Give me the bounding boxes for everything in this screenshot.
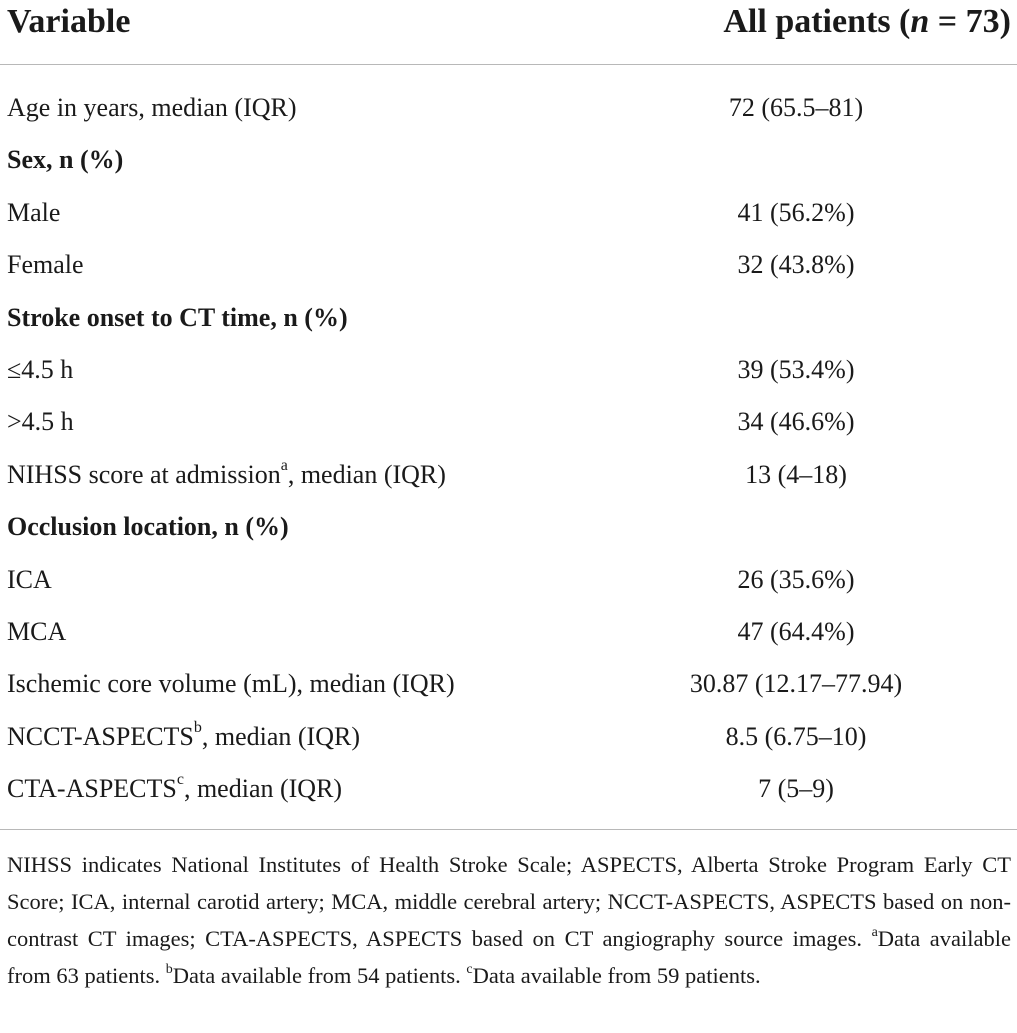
row-label-text: Female xyxy=(7,250,84,280)
footnote-note-c: Data available from 59 patients. xyxy=(472,963,761,988)
column-header-all-patients xyxy=(723,0,1011,44)
row-label-text: ≤4.5 h xyxy=(7,354,74,384)
table-row xyxy=(0,292,1017,344)
table-row xyxy=(0,658,1017,710)
row-label-text: Male xyxy=(7,197,61,227)
column-header-all-patients-prefix: All patients ( xyxy=(723,3,911,40)
footnote-note-b: Data available from 54 patients. xyxy=(172,963,467,988)
footer-divider xyxy=(0,829,1017,830)
row-value: 26 (35.6%) xyxy=(737,564,855,594)
header-divider xyxy=(0,64,1017,65)
row-label-text: NIHSS score at admission xyxy=(7,459,281,489)
section-heading xyxy=(7,501,289,553)
row-label xyxy=(7,554,52,606)
row-label xyxy=(7,711,360,763)
footnote-marker-a: a xyxy=(871,924,878,940)
table-row xyxy=(0,396,1017,448)
row-label-suffix: , median (IQR) xyxy=(201,721,360,751)
table-row xyxy=(0,344,1017,396)
column-header-variable: Variable xyxy=(7,3,131,40)
row-value: 8.5 (6.75–10) xyxy=(725,721,867,751)
row-label-text: >4.5 h xyxy=(7,407,74,437)
row-label xyxy=(7,396,74,448)
row-label-suffix: , median (IQR) xyxy=(287,459,446,489)
table-row xyxy=(0,187,1017,239)
row-label-text: Occlusion location, n (%) xyxy=(7,512,289,542)
row-label xyxy=(7,239,84,291)
row-label xyxy=(7,606,66,658)
column-header-n-symbol: n xyxy=(910,3,930,40)
row-label-text: MCA xyxy=(7,616,67,646)
row-value: 30.87 (12.17–77.94) xyxy=(689,669,903,699)
row-label xyxy=(7,449,446,501)
footnote-text: NIHSS indicates National Institutes of Health Stroke Scale; ASPECTS, Alberta Stroke Program Early CT Score; ICA, internal carotid artery; MCA, middle cerebral artery; NCCT-ASPECTS, ASPECTS based on non-contrast CT images; CTA-ASPECTS, ASPECTS based on CT angiography source images. xyxy=(7,852,1011,951)
table-row xyxy=(0,554,1017,606)
row-value: 39 (53.4%) xyxy=(737,354,855,384)
table-row xyxy=(0,82,1017,134)
footnote-marker-c: c xyxy=(466,961,473,977)
row-label-text: NCCT-ASPECTS xyxy=(7,721,194,751)
row-label xyxy=(7,344,73,396)
table-row xyxy=(0,606,1017,658)
row-label-suffix: , median (IQR) xyxy=(183,774,343,804)
column-header-all-patients-suffix: = 73) xyxy=(929,3,1011,40)
table-row xyxy=(0,239,1017,291)
footnote-marker: c xyxy=(176,771,184,789)
row-label-text: ICA xyxy=(7,564,52,594)
table-row xyxy=(0,449,1017,501)
row-value: 41 (56.2%) xyxy=(737,197,855,227)
row-value: 7 (5–9) xyxy=(758,774,834,804)
row-label-text: Sex, n (%) xyxy=(7,145,124,175)
row-label-text: CTA-ASPECTS xyxy=(7,774,177,804)
row-value: 13 (4–18) xyxy=(745,459,847,489)
table-header xyxy=(0,0,1017,46)
row-label xyxy=(7,82,297,134)
table-row xyxy=(0,763,1017,815)
footnote-marker: a xyxy=(280,457,288,475)
row-label-text: Ischemic core volume (mL), median (IQR) xyxy=(7,669,455,699)
row-label-text: Age in years, median (IQR) xyxy=(7,93,297,122)
row-label xyxy=(7,658,455,710)
table-row xyxy=(0,134,1017,186)
footnote-note-a: Data available from 63 patients. xyxy=(7,926,1011,988)
row-label xyxy=(7,187,60,239)
table-row xyxy=(0,501,1017,553)
table-footnote xyxy=(7,846,1011,994)
section-heading xyxy=(7,292,348,344)
row-value: 32 (43.8%) xyxy=(737,250,855,280)
footnote-marker: b xyxy=(193,719,202,737)
row-value: 34 (46.6%) xyxy=(737,407,855,437)
row-value: 47 (64.4%) xyxy=(737,616,855,646)
row-label-text: Stroke onset to CT time, n (%) xyxy=(7,302,348,332)
footnote-marker-b: b xyxy=(165,961,173,977)
row-label xyxy=(7,763,342,815)
table-row xyxy=(0,711,1017,763)
table-body xyxy=(0,82,1017,815)
row-value: 72 (65.5–81) xyxy=(728,93,864,122)
section-heading xyxy=(7,134,123,186)
